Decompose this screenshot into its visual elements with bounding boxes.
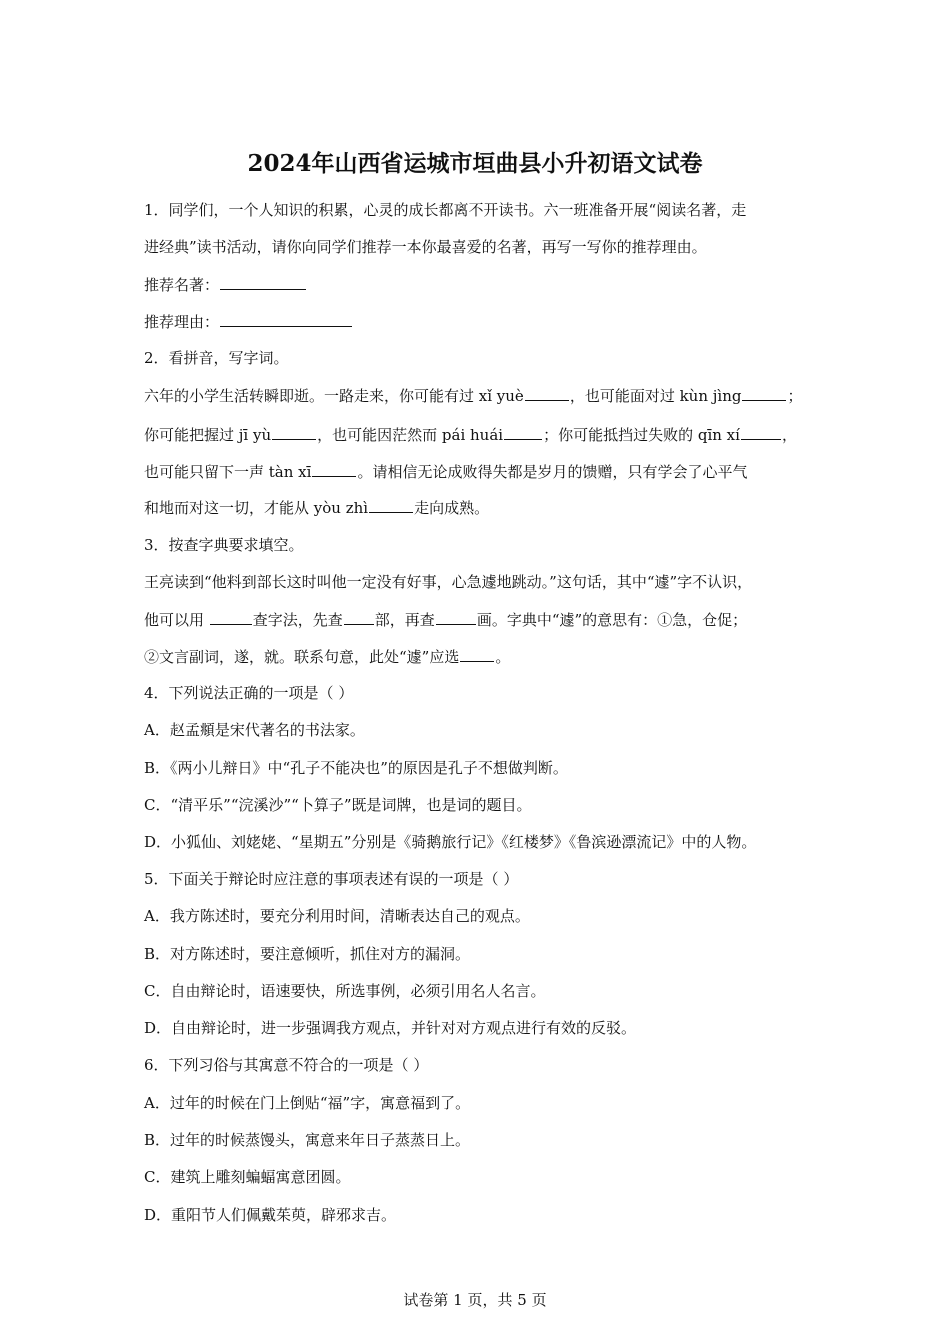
q3-text: ②文言副词，遂，就。联系句意，此处“遽”应选 xyxy=(144,648,460,666)
q3-stem: 3．按查字典要求填空。 xyxy=(144,536,304,554)
q4-option-b: B．《两小儿辩日》中“孔子不能决也”的原因是孔子不想做判断。 xyxy=(144,759,568,777)
q2-line-3 xyxy=(144,461,824,482)
q2-text: 也可能只留下一声 tàn xī xyxy=(144,463,312,481)
q1-book-row xyxy=(144,274,824,295)
q2-text: ； xyxy=(787,387,803,405)
q2-blank-tanxi[interactable] xyxy=(312,461,356,477)
q2-blank-qinxi[interactable] xyxy=(741,424,781,440)
q2-blank-youzhi[interactable] xyxy=(369,497,413,513)
q2-text: ，也可能面对过 kùn jìng xyxy=(569,387,742,405)
q1-reason-blank[interactable] xyxy=(220,311,352,327)
q1-reason-label: 推荐理由： xyxy=(144,313,220,331)
q2-text: 和地而对这一切，才能从 yòu zhì xyxy=(144,499,369,517)
q2-line-1 xyxy=(144,385,824,406)
q2-text: 。请相信无论成败得失都是岁月的馈赠，只有学会了心平气 xyxy=(357,463,748,481)
q2-text: ；你可能抵挡过失败的 qīn xí xyxy=(543,426,740,444)
q5-stem: 5．下面关于辩论时应注意的事项表述有误的一项是（ ） xyxy=(144,870,519,888)
exam-title: 2024年山西省运城市垣曲县小升初语文试卷 xyxy=(247,150,703,177)
q5-option-a: A．我方陈述时，要充分利用时间，清晰表达自己的观点。 xyxy=(144,907,530,925)
q6-option-d: D．重阳节人们佩戴茱萸，辟邪求吉。 xyxy=(144,1206,397,1224)
q5-option-d: D．自由辩论时，进一步强调我方观点，并针对对方观点进行有效的反驳。 xyxy=(144,1019,637,1037)
q2-text: 你可能把握过 jī yù xyxy=(144,426,272,444)
q6-option-a: A．过年的时候在门上倒贴“福”字，寓意福到了。 xyxy=(144,1094,471,1112)
q3-blank-radical[interactable] xyxy=(344,609,374,625)
q4-option-c: C．“清平乐”“浣溪沙”“卜算子”既是词牌，也是词的题目。 xyxy=(144,796,532,814)
q2-blank-paihuai[interactable] xyxy=(504,424,542,440)
q3-text: 他可以用 xyxy=(144,611,209,629)
q3-line-2 xyxy=(144,609,824,630)
q3-text: 部，再查 xyxy=(374,611,435,629)
q5-option-b: B．对方陈述时，要注意倾听，抓住对方的漏洞。 xyxy=(144,945,471,963)
q6-option-c: C．建筑上雕刻蝙蝠寓意团圆。 xyxy=(144,1168,351,1186)
q4-stem: 4．下列说法正确的一项是（ ） xyxy=(144,684,354,702)
q4-option-d: D．小狐仙、刘姥姥、“星期五”分别是《骑鹅旅行记》《红楼梦》《鲁滨逊漂流记》中的人物。 xyxy=(144,833,757,851)
q2-blank-kunjing[interactable] xyxy=(742,385,786,401)
q3-blank-meaning[interactable] xyxy=(460,646,494,662)
q6-option-b: B．过年的时候蒸馒头，寓意来年日子蒸蒸日上。 xyxy=(144,1131,471,1149)
q3-line-1: 王亮读到“他料到部长这时叫他一定没有好事，心急遽地跳动。”这句话，其中“遽”字不认识， xyxy=(144,573,753,591)
q1-book-label: 推荐名著： xyxy=(144,276,220,294)
q3-blank-method[interactable] xyxy=(210,609,252,625)
q1-line-2: 进经典”读书活动，请你向同学们推荐一本你最喜爱的名著，再写一写你的推荐理由。 xyxy=(144,238,707,256)
q2-blank-xiyue[interactable] xyxy=(525,385,569,401)
q3-text: 画。字典中“遽”的意思有：①急，仓促； xyxy=(476,611,748,629)
q3-text: 查字法，先查 xyxy=(252,611,343,629)
q2-text: ， xyxy=(781,426,797,444)
q3-line-3 xyxy=(144,646,824,667)
q5-option-c: C．自由辩论时，语速要快，所选事例，必须引用名人名言。 xyxy=(144,982,546,1000)
q1-line-1: 1．同学们，一个人知识的积累，心灵的成长都离不开读书。六一班准备开展“阅读名著，走 xyxy=(144,201,747,219)
q2-stem: 2．看拼音，写字词。 xyxy=(144,349,289,367)
q4-option-a: A．赵孟頫是宋代著名的书法家。 xyxy=(144,721,365,739)
q1-book-blank[interactable] xyxy=(220,274,306,290)
q2-line-4 xyxy=(144,497,824,518)
q2-blank-jiyu[interactable] xyxy=(272,424,316,440)
q3-blank-strokes[interactable] xyxy=(436,609,476,625)
q6-stem: 6．下列习俗与其寓意不符合的一项是（ ） xyxy=(144,1056,429,1074)
q2-text: 六年的小学生活转瞬即逝。一路走来，你可能有过 xǐ yuè xyxy=(144,387,524,405)
q2-line-2 xyxy=(144,424,824,445)
page-footer: 试卷第 1 页，共 5 页 xyxy=(403,1291,547,1309)
q2-text: 走向成熟。 xyxy=(414,499,490,517)
q2-text: ，也可能因茫然而 pái huái xyxy=(317,426,504,444)
q1-reason-row xyxy=(144,311,824,332)
q3-text: 。 xyxy=(495,648,511,666)
